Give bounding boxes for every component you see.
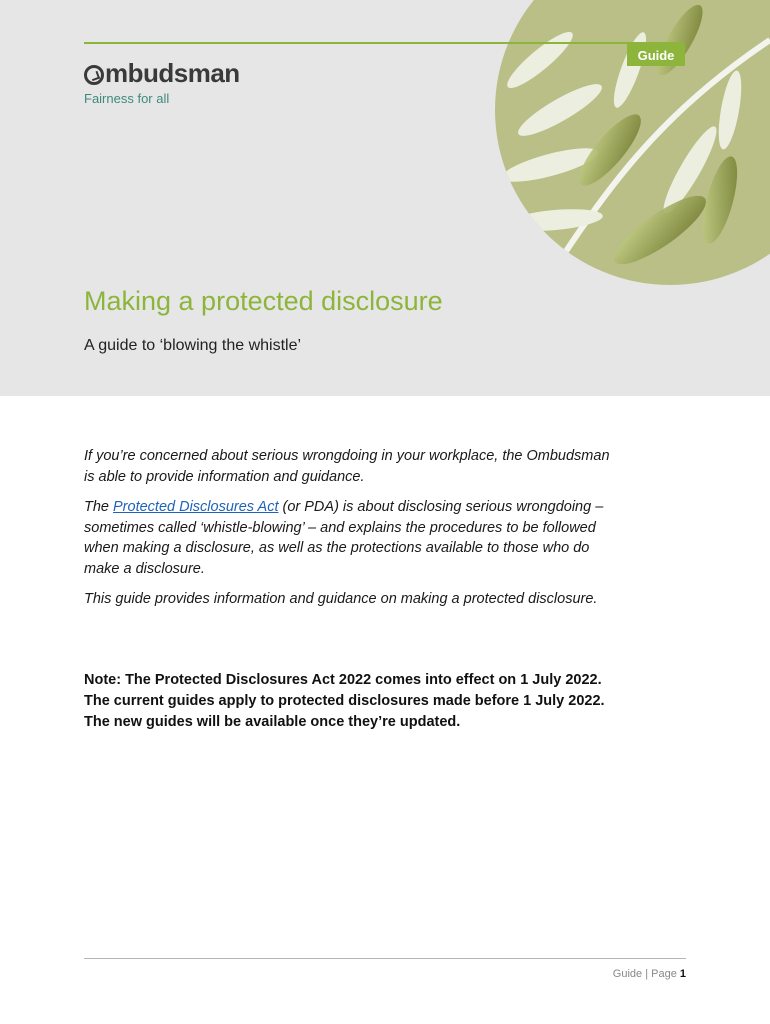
p2-suffix: (or PDA) is about disclosing serious wrongdoing – sometimes called ‘whistle-blowing’ – and explains the procedures to be followed when making a disclosure, as well as the protections available to those who do make a disclosure. bbox=[84, 499, 604, 577]
footer-separator: | Page bbox=[645, 968, 677, 980]
document-subtitle: A guide to ‘blowing the whistle’ bbox=[84, 337, 302, 354]
intro-paragraph-1: If you’re concerned about serious wrongdoing in your workplace, the Ombudsman is able to provide information and guidance. bbox=[84, 448, 610, 485]
note-text: Note: The Protected Disclosures Act 2022 comes into effect on 1 July 2022. The current guides apply to protected disclosures made before 1 July 2022. The new guides will be available once they’re updated. bbox=[84, 672, 605, 730]
p2-prefix: The bbox=[84, 499, 114, 515]
footer-rule bbox=[84, 958, 686, 959]
guide-badge: Guide bbox=[627, 44, 685, 66]
logo-o-icon bbox=[84, 65, 104, 85]
page-footer bbox=[613, 968, 686, 980]
logo-text: mbudsman bbox=[105, 58, 240, 88]
ombudsman-logo bbox=[84, 58, 240, 89]
intro-paragraph-3: This guide provides information and guidance on making a protected disclosure. bbox=[84, 591, 598, 607]
intro-body bbox=[84, 446, 614, 620]
header-band bbox=[0, 0, 770, 396]
intro-paragraph-2 bbox=[84, 497, 614, 579]
document-title: Making a protected disclosure bbox=[84, 286, 443, 316]
pda-link[interactable]: Protected Disclosures Act bbox=[113, 499, 279, 515]
page-number: 1 bbox=[679, 968, 686, 980]
tagline: Fairness for all bbox=[84, 91, 170, 106]
top-rule bbox=[84, 42, 684, 44]
footer-label: Guide bbox=[612, 968, 643, 980]
